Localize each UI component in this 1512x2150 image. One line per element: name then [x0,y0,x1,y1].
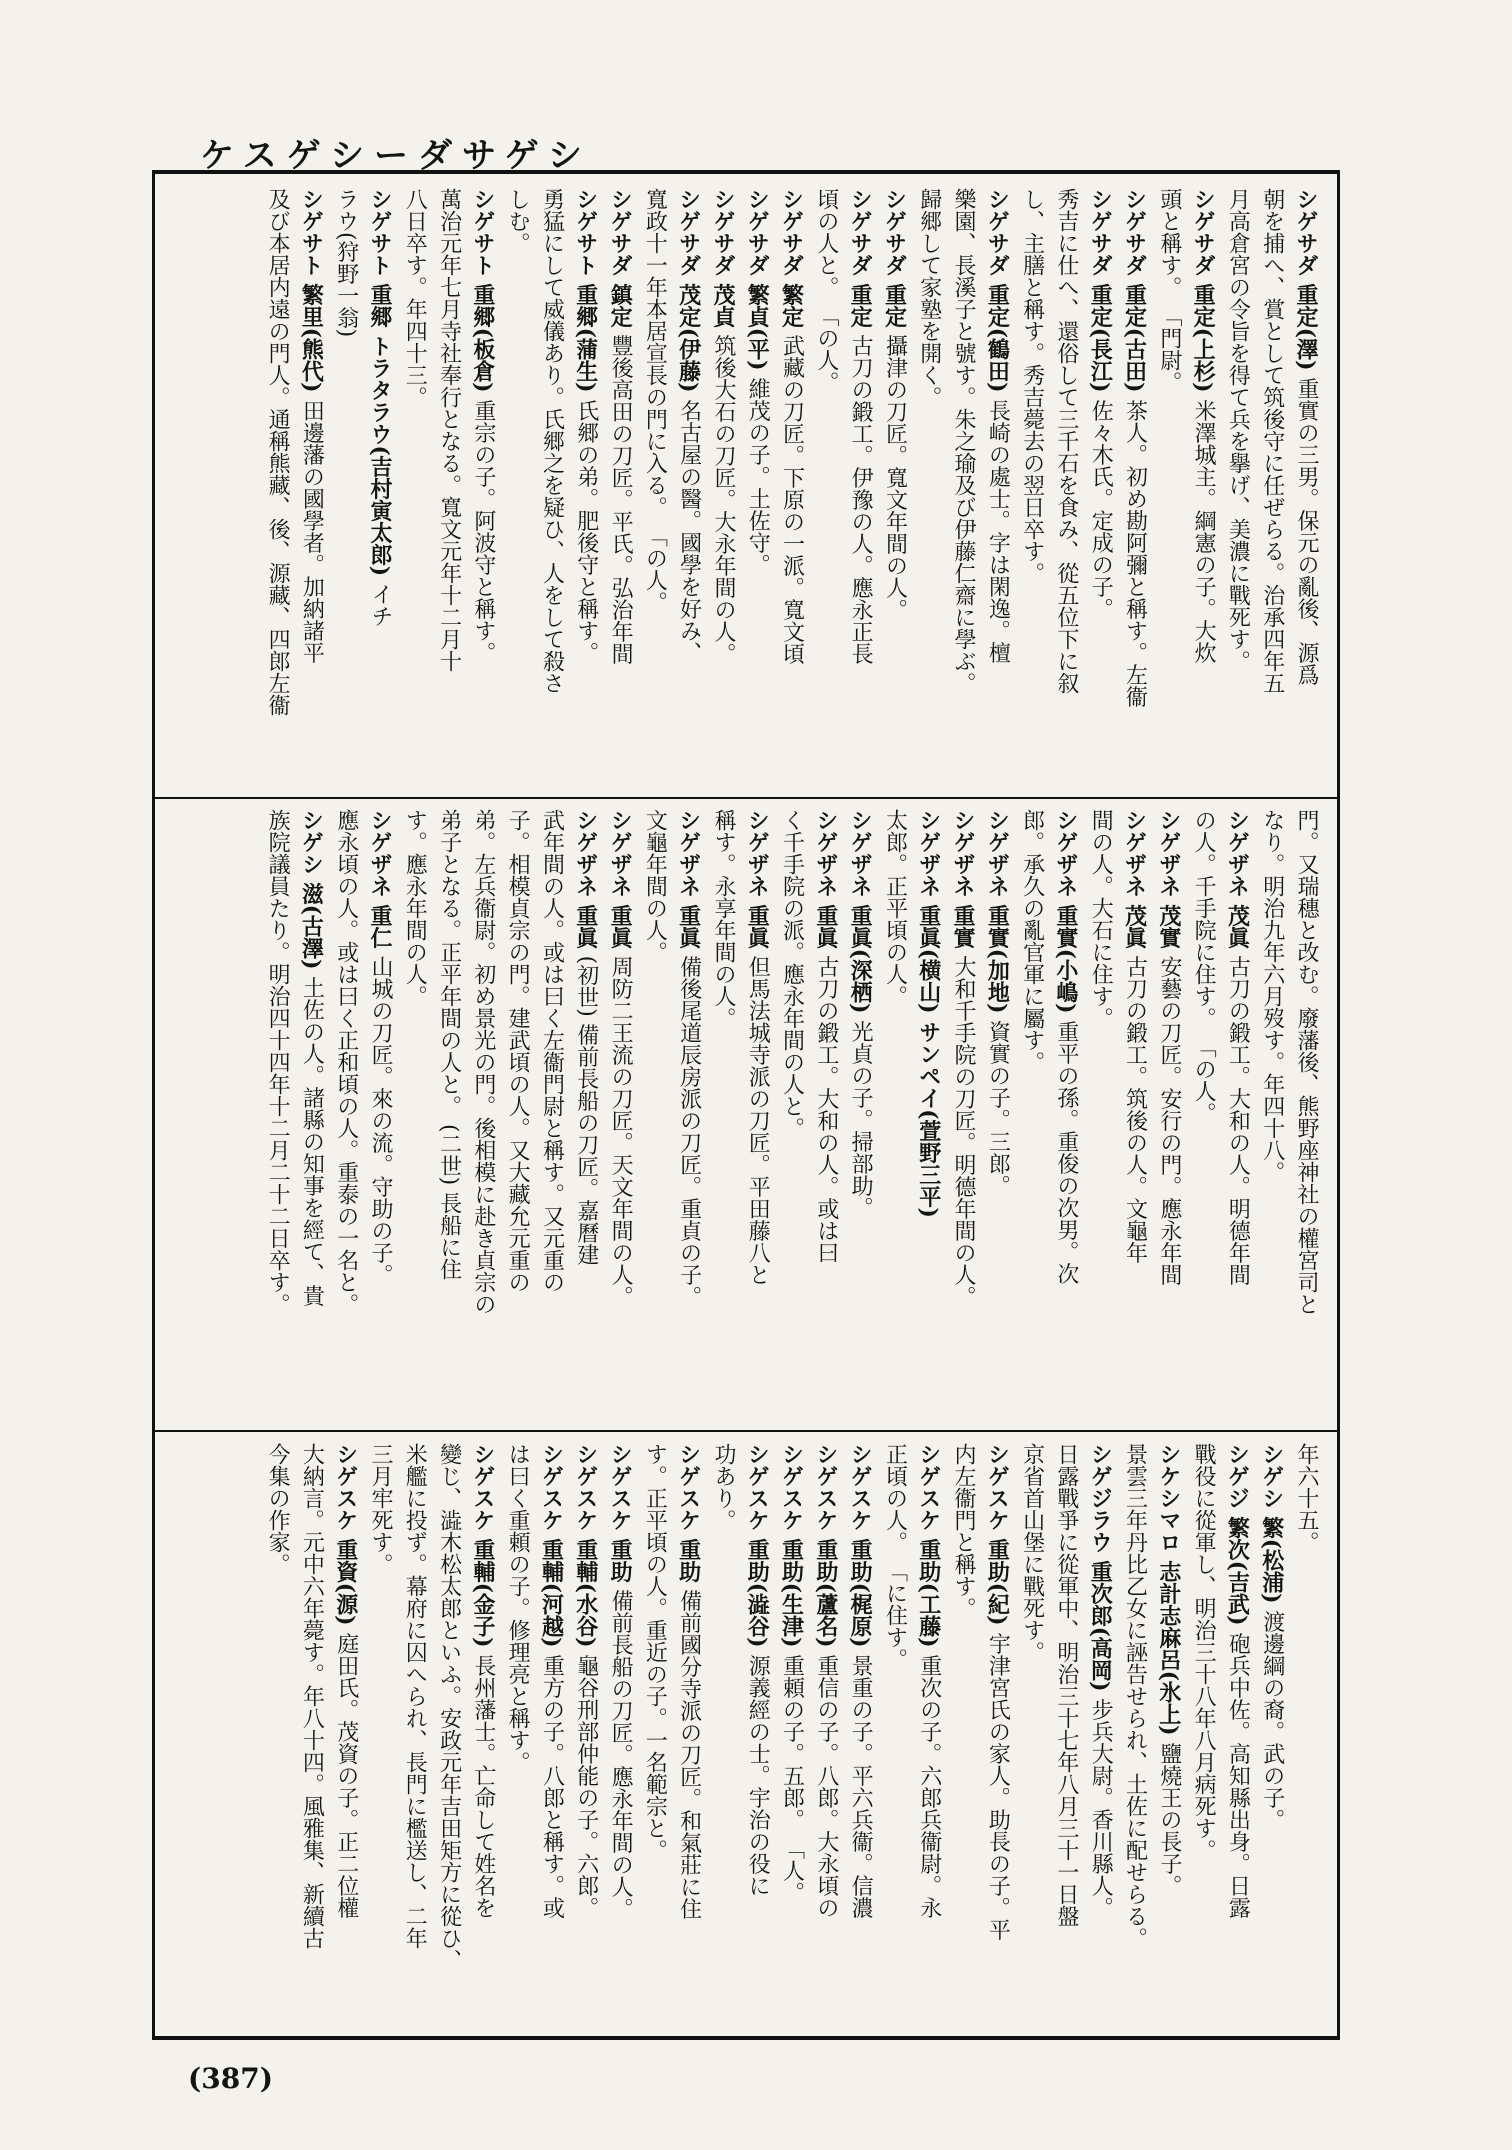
entry-line [1014,809,1048,1416]
entry-line [877,1443,911,2015]
entry-text: 周防二王流の刀匠。天文年間の人。 [608,948,634,1308]
entry-text: 重頼の子。五郎。 「人。 [779,1647,805,1904]
entry-line [1014,188,1048,784]
entry-headword: シゲザネ 重眞 [744,809,771,949]
entry-text: 大和千手院の刀匠。明德年間の人。 [951,948,977,1308]
tier-divider [155,797,1337,799]
entry-headword: シゲサト 重郷(板倉) [469,188,496,393]
entry-text: 族院議員たり。明治四十四年十二月二十二日卒す。 [265,809,291,1315]
entry-text: 大納言。元中六年薨す。年八十四。風雅集、新續古 [299,1443,325,1949]
entry-line [1014,1443,1048,2015]
entry-text: 變じ、澁木松太郎といふ。安政元年吉田矩方に從ひ、 [436,1443,462,1971]
entry-text: す。正平頃の人。重近の子。一名範宗と。 [642,1443,668,1861]
entry-line [1289,809,1323,1416]
entry-text: 稱す。永享年間の人。 [710,809,736,1029]
entry-headword: シゲサト 繁里(熊代) [298,188,325,393]
entry-line [1083,1443,1117,2015]
entry-line [363,188,397,784]
entry-line [1117,188,1151,784]
entry-line [774,1443,808,2015]
entry-line [946,809,980,1416]
entry-headword: シゲサダ 重定(澤) [1293,188,1319,371]
entry-text: 武年間の人。或は曰く左衞門尉と稱す。又元重の [539,809,565,1293]
entry-headword: シゲサダ 鎮定 [607,188,634,328]
entry-line [260,809,294,1416]
entry-text: 資實の子。三郎。 [985,1013,1011,1197]
entry-text: 佐々木氏。定成の子。 [1088,392,1114,620]
entry-headword: シゲサダ 茂貞 [709,188,736,328]
entry-text: イチ [367,576,393,628]
entry-line [363,1443,397,2015]
entry-line [706,809,740,1416]
entry-headword: シゲサダ 重定(古田) [1121,188,1148,393]
entry-line [980,809,1014,1416]
entry-line [260,188,294,784]
entry-headword: シゲサダ 重定(長江) [1087,188,1114,393]
entry-text: なり。明治九年六月歿す。年四十八。 [1259,809,1285,1183]
entry-text: 子。相模貞宗の門。建武頃の人。又大藏允元重の [505,809,531,1293]
entry-headword: シゲサト 重郷(蒲生) [572,188,599,393]
entry-headword: シゲザネ 重眞 [675,809,702,949]
entry-line [294,809,328,1416]
entry-line [1254,188,1288,784]
entry-text: 朝を捕へ、賞として筑後守に任ぜらる。治承四年五 [1259,188,1285,694]
entry-line [397,1443,431,2015]
entry-line [1254,1443,1288,2015]
entry-headword: シゲザネ 重眞(横山) サンペイ(萱野三平) [915,809,942,1218]
entry-line [568,188,602,784]
entry-text: し、主膳と稱す。秀吉薨去の翌日卒す。 [1019,188,1045,584]
entry-line [603,1443,637,2015]
entry-line [500,1443,534,2015]
tier-middle [169,809,1323,1416]
entry-line [431,1443,465,2015]
entry-text: 景重の子。平六兵衞。信濃 [848,1647,874,1919]
entry-headword: シゲザネ 重眞 [572,809,599,949]
entry-line [1289,1443,1323,2015]
entry-text: 戰役に從軍し、明治三十八年八月病死す。 [1191,1443,1217,1861]
entry-headword: シゲザネ 重眞 [607,809,634,949]
entry-line [1117,1443,1151,2015]
entry-text: 長州藩士。亡命して姓名を [470,1647,496,1919]
entry-headword: シゲスケ 重資(源) [332,1443,359,1626]
entry-line [603,188,637,784]
entry-line [980,1443,1014,2015]
entry-text: 筑後大石の刀匠。大永年間の人。 [710,327,736,665]
entry-text: 庭田氏。茂資の子。正二位權 [333,1625,359,1919]
entry-line [637,1443,671,2015]
entry-headword: シゲサダ 重定(鶴田) [984,188,1011,393]
entry-line [397,809,431,1416]
entry-line [260,1443,294,2015]
entry-line [500,188,534,784]
entry-line [671,1443,705,2015]
entry-line [740,188,774,784]
entry-line [1049,809,1083,1416]
entry-text: 長崎の處士。字は閑逸。檀 [985,392,1011,664]
entry-headword: シゲスケ 重助(生津) [778,1443,805,1648]
entry-text: 鹽燒王の長子。 [1156,1735,1182,1897]
entry-headword: シゲサダ 重定 [847,188,874,328]
entry-line [911,1443,945,2015]
entry-headword: シゲザネ 茂眞 [1224,809,1251,949]
entry-text: 太郎。正平頃の人。 [882,809,908,1007]
entry-text: 門。又瑞穗と改む。廢藩後、熊野座神社の權宮司と [1294,809,1319,1315]
entry-text: 重信の子。八郎。大永頃の [813,1647,839,1919]
entry-text: は曰く重頼の子。修理亮と稱す。 [505,1443,531,1773]
entry-headword: シゲザネ 重實(小嶋) [1052,809,1079,1014]
entry-text: ラウ(狩野一翁) [333,188,359,338]
entry-text: 茶人。初め勘阿彌と稱す。左衞 [1122,392,1148,708]
entry-line [671,188,705,784]
entry-text: 氏郷の弟。肥後守と稱す。 [573,392,599,664]
entry-text: 今集の作家。 [265,1443,291,1575]
entry-text: 重次の子。六郎兵衞尉。永 [916,1647,942,1919]
entry-text: 頃の人と。 「の人。 [813,188,839,393]
entry-line [1083,188,1117,784]
entry-text: 重平の孫。重俊の次男。次 [1053,1013,1079,1285]
entry-text: す。應永年間の人。 [402,809,428,1007]
entry-text: 備後尾道辰房派の刀匠。重貞の子。 [676,948,702,1308]
entry-line [637,188,671,784]
entry-line [1220,809,1254,1416]
entry-text: 文龜年間の人。 [642,809,668,963]
entry-line [466,1443,500,2015]
entry-line [1152,1443,1186,2015]
entry-text: 龜谷刑部仲能の子。六郎。 [573,1647,599,1919]
entry-text: 功あり。 [710,1443,736,1531]
entry-text: 米澤城主。綱憲の子。大炊 [1191,392,1217,664]
entry-line [534,809,568,1416]
entry-text: 應永頃の人。或は曰く正和頃の人。重泰の一名と。 [333,809,359,1315]
entry-text: 重方の子。八郎と稱す。或 [539,1647,565,1919]
entry-text: 山城の刀匠。來の流。守助の子。 [367,948,393,1286]
entry-headword: シゲスケ 重助(澁谷) [744,1443,771,1648]
entry-text: 光貞の子。掃部助。 [848,1013,874,1219]
entry-line [500,809,534,1416]
entry-headword: シゲシ 繁(松浦) [1258,1443,1285,1604]
entry-line [1220,1443,1254,2015]
entry-headword: シゲスケ 重助(工藤) [915,1443,942,1648]
entry-text: 景雲三年丹比乙女に誣告せられ、土佐に配せらる。 [1122,1443,1148,1949]
entry-line [740,1443,774,2015]
entry-line [534,188,568,784]
entry-headword: シゲスケ 重輔(河越) [538,1443,565,1648]
entry-text: 豐後高田の刀匠。平氏。弘治年間 [608,327,634,665]
entry-text: 重實の三男。保元の亂後、源爲 [1294,370,1319,686]
entry-line [1220,188,1254,784]
entry-text: 古刀の鍛工。大和の人。明德年間 [1225,948,1251,1286]
entry-text: 萬治元年七月寺社奉行となる。寬文元年十二月十 [436,188,462,672]
entry-text: 米艦に投ず。幕府に囚へられ、長門に檻送し、二年 [402,1443,428,1949]
entry-line [809,1443,843,2015]
entry-line [1289,188,1323,784]
entry-headword: シゲスケ 重助 [675,1443,702,1583]
entry-headword: シゲザネ 茂眞 [1121,809,1148,949]
entry-text: 備前長船の刀匠。應永年間の人。 [608,1582,634,1920]
entry-line [1083,809,1117,1416]
entry-line [1117,809,1151,1416]
entry-text: 及び本居内遠の門人。通稱熊藏、後、源藏、四郎左衞 [265,188,291,716]
entry-line [1186,809,1220,1416]
page-number: (387) [188,2062,273,2095]
entry-line [1049,1443,1083,2015]
entry-text: 正頃の人。 「に住す。 [882,1443,908,1670]
entry-line [1152,809,1186,1416]
entry-line [397,188,431,784]
entry-text: 渡邊綱の裔。武の子。 [1259,1603,1285,1831]
entry-headword: シゲスケ 重輔(金子) [469,1443,496,1648]
entry-line [877,188,911,784]
entry-text: 京省首山堡に戰死す。 [1019,1443,1045,1663]
entry-headword: シゲザネ 重仁 [366,809,393,949]
entry-headword: シゲスケ 重助 [607,1443,634,1583]
entry-text: 勇猛にして威儀あり。氏郷之を疑ひ、人をして殺さ [539,188,565,694]
entry-line [843,188,877,784]
entry-line [671,809,705,1416]
entry-headword: シゲサダ 茂定(伊藤) [675,188,702,393]
entry-headword: シゲサダ 繁貞(平) [744,188,771,371]
entry-headword: シゲザネ 重實(加地) [984,809,1011,1014]
entry-text: 源義經の士。宇治の役に [745,1647,771,1897]
entry-line [328,188,362,784]
entry-text: 武藏の刀匠。下原の一派。寬文頃 [779,327,805,665]
page-header: ケスゲシーダサゲシ [200,136,592,176]
entry-line [431,188,465,784]
entry-line [843,809,877,1416]
entry-text: 月高倉宮の令旨を得て兵を擧げ、美濃に戰死す。 [1225,188,1251,672]
entry-text: 古刀の鍛工。筑後の人。文龜年 [1122,948,1148,1264]
entry-text: しむ。 [505,188,531,254]
entry-line [328,1443,362,2015]
entry-line [706,188,740,784]
entry-headword: シゲザネ 重眞 [812,809,839,949]
entry-line [911,188,945,784]
entry-line [466,188,500,784]
entry-text: 砲兵中佐。高知縣出身。日露 [1225,1625,1251,1919]
entry-headword: シゲスケ 重輔(水谷) [572,1443,599,1648]
entry-line [603,809,637,1416]
entry-line [431,809,465,1416]
entry-text: 但馬法城寺派の刀匠。平田藤八と [745,948,771,1286]
entry-headword: シゲサダ 重定(上杉) [1190,188,1217,393]
entry-text: 備前國分寺派の刀匠。和氣莊に住 [676,1582,702,1920]
entry-line [294,1443,328,2015]
entry-text: 日露戰爭に從軍中、明治三十七年八月三十一日盤 [1053,1443,1079,1927]
entry-text: 寬政十一年本居宣長の門に入る。 「の人。 [642,188,668,613]
entry-line [534,1443,568,2015]
entry-text: 頭と稱す。 「門尉。 [1156,188,1182,393]
entry-text: 安藝の刀匠。安行の門。應永年間 [1156,948,1182,1286]
entry-line [877,809,911,1416]
entry-text: 攝津の刀匠。寬文年間の人。 [882,327,908,621]
entry-line [568,1443,602,2015]
text-frame [152,170,1340,2040]
tier-top [169,188,1323,784]
entry-headword: シゲジ 繁次(吉武) [1224,1443,1251,1626]
entry-text: 弟。左兵衞尉。初め景光の門。後相模に赴き貞宗の [470,809,496,1315]
entry-text: 内左衞門と稱す。 [951,1443,977,1619]
entry-headword: シゲサダ 重定 [881,188,908,328]
entry-text: 宇津宮氏の家人。助長の子。平 [985,1625,1011,1941]
entry-line [980,188,1014,784]
entry-line [809,809,843,1416]
entry-text: 三月牢死す。 [367,1443,393,1575]
entry-line [637,809,671,1416]
entry-line [740,809,774,1416]
entry-text: 古刀の鍛工。大和の人。或は曰 [813,948,839,1264]
entry-line [774,188,808,784]
entry-line [946,1443,980,2015]
entry-headword: シゲジラウ 重次郎(高岡) [1087,1443,1114,1692]
entry-line [911,809,945,1416]
entry-line [706,1443,740,2015]
entry-headword: シゲザネ 重實 [950,809,977,949]
tier-divider [155,1430,1337,1432]
entry-text: の人。千手院に住す。 「の人。 [1191,809,1217,1124]
entry-text: 秀吉に仕へ、還俗して三千石を食み、從五位下に叙 [1053,188,1079,694]
entry-line [809,188,843,784]
entry-line [1152,188,1186,784]
entry-headword: シケシマロ 志計志麻呂(氷上) [1155,1443,1182,1736]
entry-headword: シゲシ 滋(古澤) [298,809,325,970]
entry-line [843,1443,877,2015]
entry-line [1186,1443,1220,2015]
entry-text: 郎。承久の亂官軍に屬す。 [1019,809,1045,1073]
entry-text: 樂園、長溪子と號す。朱之瑜及び伊藤仁齋に學ぶ。 [951,188,977,694]
entry-headword: シゲサト 重郷 トラタラウ(吉村寅太郎) [366,188,393,577]
entry-text: 年六十五。 [1294,1443,1319,1553]
entry-line [946,188,980,784]
entry-text: 弟子となる。正平年間の人と。 (二世) 長船に住 [436,809,462,1281]
entry-headword: シゲスケ 重助(蘆名) [812,1443,839,1648]
entry-text: 古刀の鍛工。伊豫の人。應永正長 [848,327,874,665]
entry-text: 八日卒す。年四十三。 [402,188,428,408]
entry-headword: シゲザネ 茂實 [1155,809,1182,949]
entry-text: 土佐の人。諸縣の知事を經て、貴 [299,969,325,1307]
entry-line [328,809,362,1416]
entry-line [1186,188,1220,784]
entry-text: 間の人。大石に住す。 [1088,809,1114,1029]
entry-text: く千手院の派。應永年間の人と。 [779,809,805,1139]
entry-line [363,809,397,1416]
entry-headword: シゲサダ 繁定 [778,188,805,328]
entry-line [294,188,328,784]
entry-text: 重宗の子。阿波守と稱す。 [470,392,496,664]
entry-line [774,809,808,1416]
entry-line [466,809,500,1416]
tier-bottom [169,1443,1323,2015]
entry-headword: シゲザネ 重眞(深栖) [847,809,874,1014]
entry-text: 名古屋の醫。國學を好み、 [676,392,702,664]
entry-text: (初世) 備前長船の刀匠。嘉曆建 [573,948,599,1266]
entry-line [1254,809,1288,1416]
entry-line [568,809,602,1416]
entry-text: 步兵大尉。香川縣人。 [1088,1691,1114,1919]
entry-line [1049,188,1083,784]
entry-text: 維茂の子。土佐守。 [745,370,771,576]
entry-headword: シゲスケ 重助(紀) [984,1443,1011,1626]
entry-headword: シゲスケ 重助(梶原) [847,1443,874,1648]
entry-text: 田邊藩の國學者。加納諸平 [299,392,325,664]
entry-text: 歸郷して家塾を開く。 [916,188,942,408]
